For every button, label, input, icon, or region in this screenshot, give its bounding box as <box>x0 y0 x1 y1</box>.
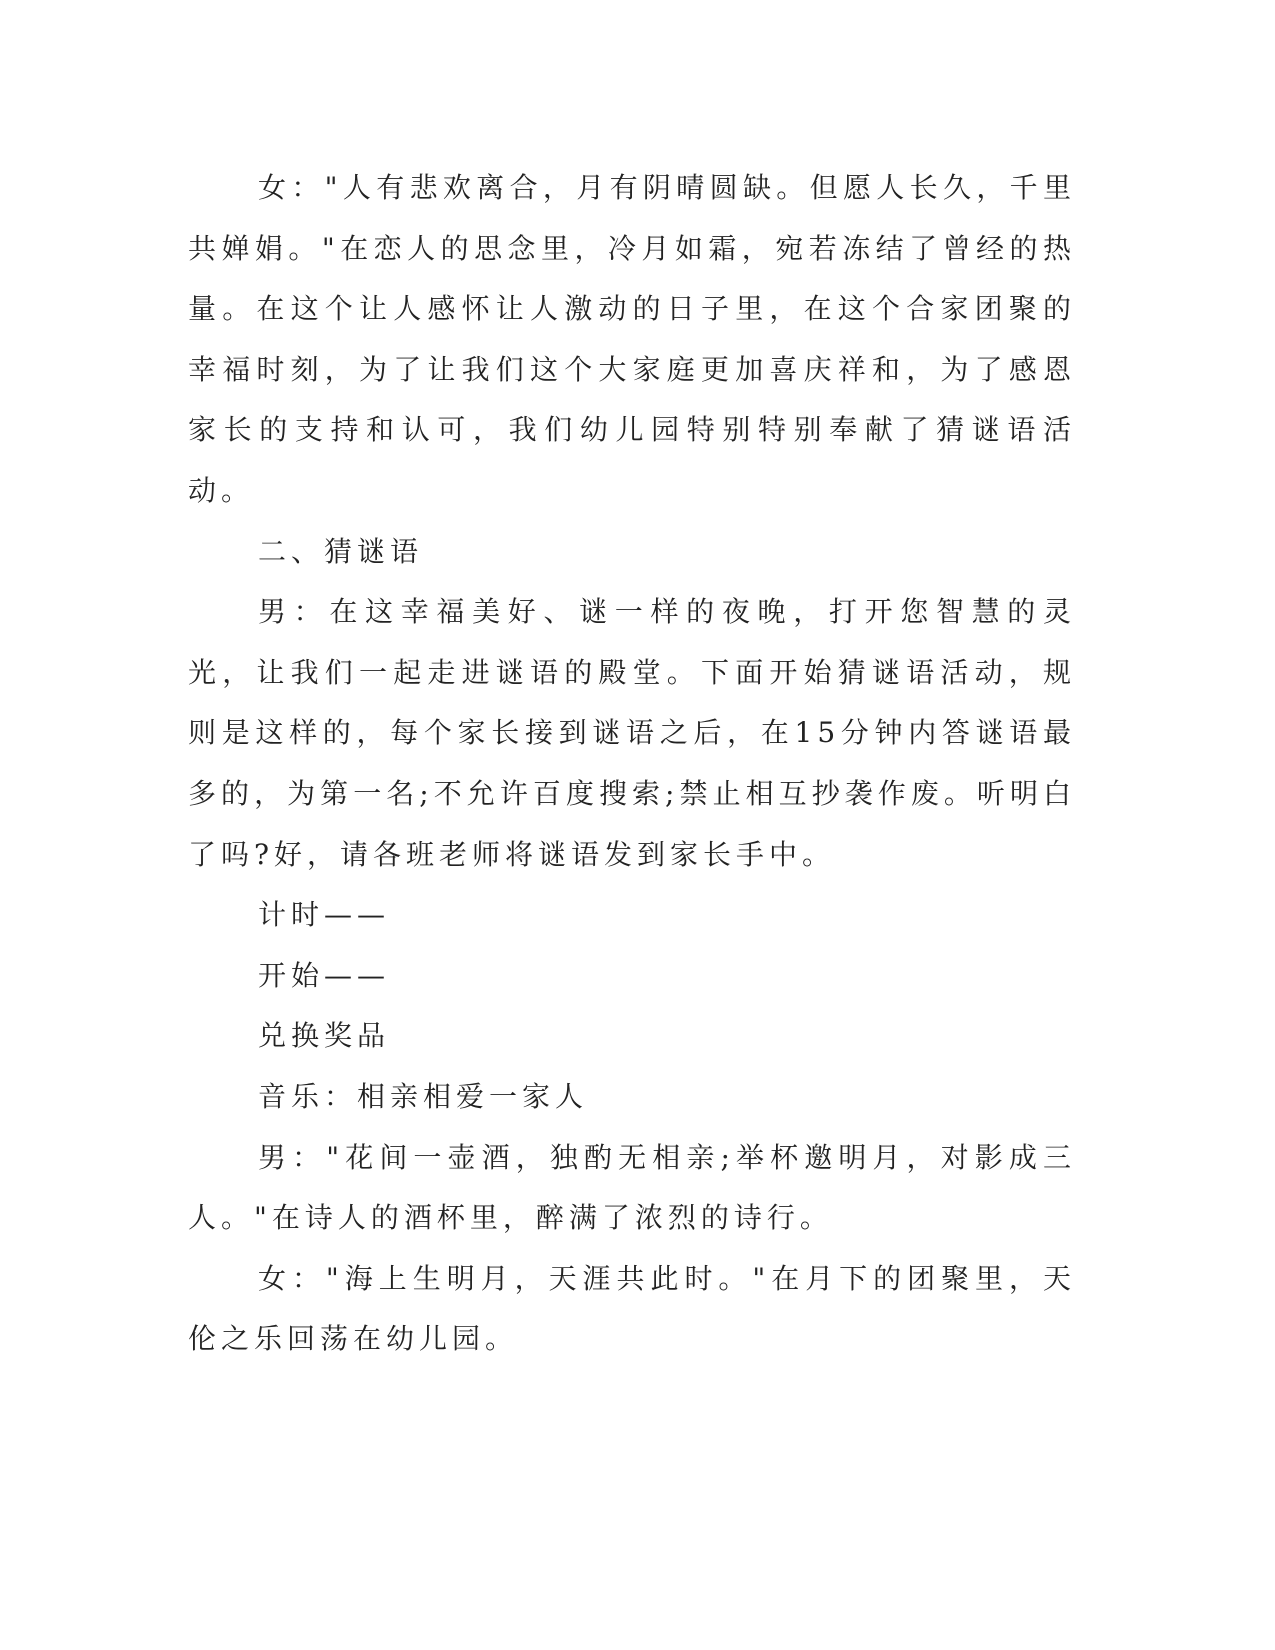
paragraph-start: 开始—— <box>258 958 391 992</box>
paragraph-male-riddle-rules: 男：在这幸福美好、谜一样的夜晚，打开您智慧的灵光，让我们一起走进谜语的殿堂。下面开始猜谜语活动，规则是这样的，每个家长接到谜语之后，在15分钟内答谜语最多的，为第一名;不允许百度搜索;禁止相互抄袭作废。听明白了吗?好，请各班老师将谜语发到家长手中。 <box>188 595 1076 871</box>
paragraph-male-wine-verse: 男："花间一壶酒，独酌无相亲;举杯邀明月，对影成三人。"在诗人的酒杯里，醉满了浓烈的诗行。 <box>188 1140 1076 1235</box>
document-body <box>188 158 1076 1370</box>
paragraph-female-sea-moon-verse: 女："海上生明月，天涯共此时。"在月下的团聚里，天伦之乐回荡在幼儿园。 <box>188 1261 1076 1356</box>
paragraph-timing: 计时—— <box>258 898 391 932</box>
section-heading-riddles: 二、猜谜语 <box>258 534 424 568</box>
paragraph-music: 音乐：相亲相爱一家人 <box>258 1079 589 1113</box>
paragraph-redeem-prizes: 兑换奖品 <box>258 1019 391 1053</box>
paragraph-female-moon-verse: 女："人有悲欢离合，月有阴晴圆缺。但愿人长久，千里共婵娟。"在恋人的思念里，冷月如霜，宛若冻结了曾经的热量。在这个让人感怀让人激动的日子里，在这个合家团聚的幸福时刻，为了让我们这个大家庭更加喜庆祥和，为了感恩家长的支持和认可，我们幼儿园特别特别奉献了猜谜语活动。 <box>188 171 1076 507</box>
